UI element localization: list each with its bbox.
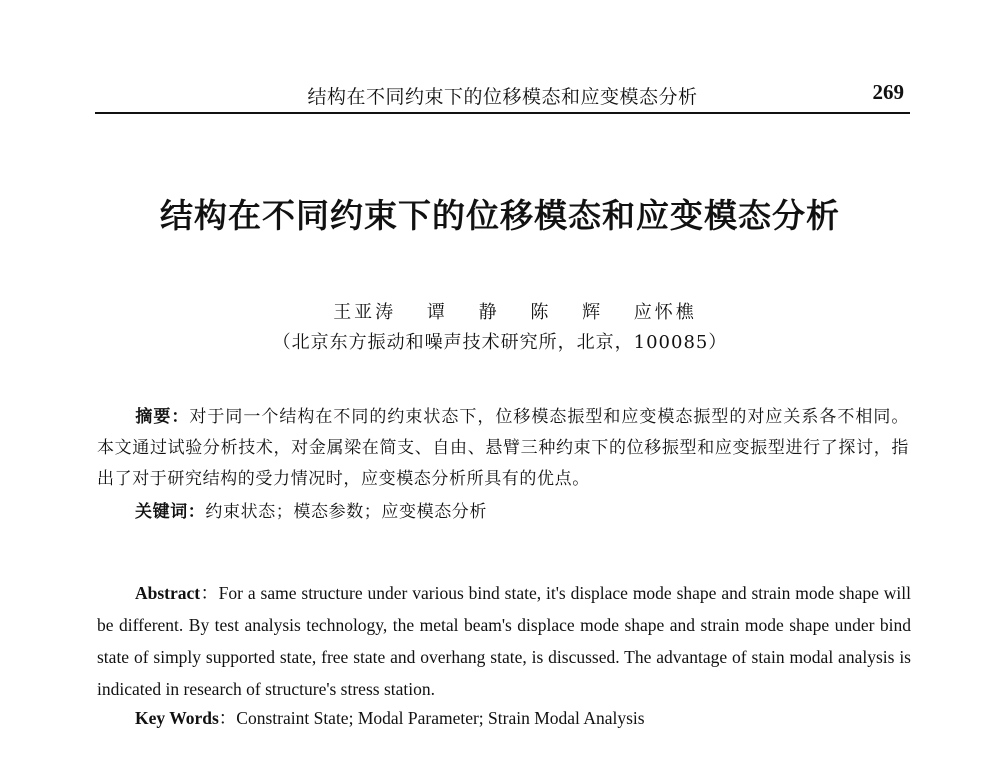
english-abstract-text: For a same structure under various bind state, it's displace mode shape and strain mode shape will be different. By test analysis technology, the metal beam's displace mode shape and strain mode shape under bind state of simply supported state, free state and overhang state, is discussed. The advantage of stain modal analysis is indicated in research of structure's stress station.	[97, 583, 911, 699]
header-rule	[95, 112, 910, 114]
chinese-keywords-text: 约束状态；模态参数；应变模态分析	[205, 502, 488, 522]
author-list: 王亚涛 谭 静 陈 辉 应怀樵	[333, 302, 697, 323]
chinese-abstract	[97, 402, 909, 495]
running-header	[95, 78, 910, 116]
english-abstract-label: Abstract	[135, 583, 201, 603]
chinese-keywords-label: 关键词：	[135, 502, 206, 522]
english-keywords	[135, 705, 645, 730]
english-keywords-separator: ：	[218, 708, 237, 728]
chinese-keywords	[135, 497, 487, 522]
running-title: 结构在不同约束下的位移模态和应变模态分析	[307, 86, 698, 108]
english-abstract-separator: ：	[200, 583, 219, 603]
english-abstract	[97, 577, 911, 705]
chinese-abstract-text: 对于同一个结构在不同的约束状态下，位移模态振型和应变模态振型的对应关系各不相同。本文通过试验分析技术，对金属梁在简支、自由、悬臂三种约束下的位移振型和应变振型进行了探讨，指出了对于研究结构的受力情况时，应变模态分析所具有的优点。	[97, 407, 909, 489]
page-number: 269	[872, 80, 904, 104]
english-keywords-label: Key Words	[135, 708, 219, 728]
author-affiliation: （北京东方振动和噪声技术研究所，北京，100085）	[272, 332, 728, 353]
chinese-abstract-label: 摘要：	[135, 407, 190, 427]
article-title: 结构在不同约束下的位移模态和应变模态分析	[160, 196, 840, 235]
english-keywords-text: Constraint State; Modal Parameter; Strain Modal Analysis	[236, 708, 645, 728]
